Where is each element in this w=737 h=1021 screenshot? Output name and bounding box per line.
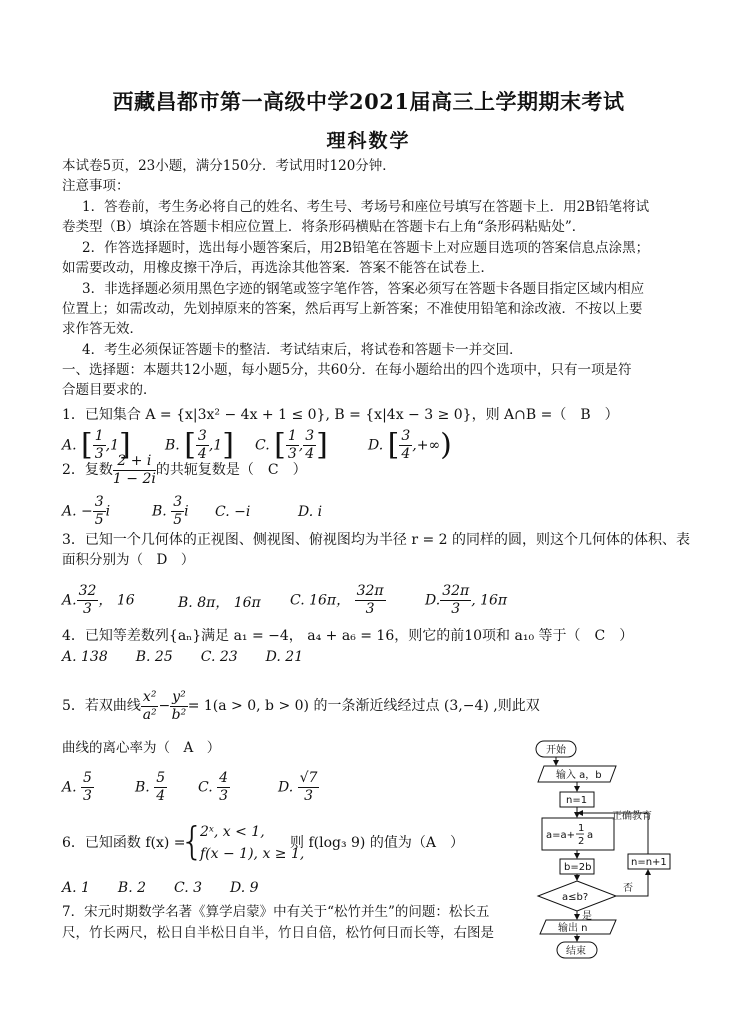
- q5-minus: −: [158, 698, 171, 714]
- q3-d-frac: [440, 583, 471, 618]
- q1-bracket: [: [184, 427, 196, 463]
- q6-post: 则 f(log₃ 9) 的值为（A ）: [290, 835, 464, 851]
- q1-bracket: [: [387, 427, 400, 463]
- q1-bracket: ]: [119, 427, 131, 463]
- frac-den: 3: [451, 601, 461, 617]
- q3-c-label: C. 16π，: [290, 592, 351, 609]
- flow-update-b-label: b=2b: [564, 862, 592, 873]
- q4-options: A. 138 B. 25 C. 23 D. 21: [62, 649, 304, 665]
- q2-option-d: D. i: [298, 504, 323, 520]
- notice-3c: 求作答无效．: [62, 321, 143, 337]
- q1-bracket: ]: [316, 427, 328, 463]
- q2-option-a: [62, 494, 110, 529]
- q2-a-frac: [93, 494, 106, 529]
- frac-den: 5: [94, 512, 104, 528]
- flow-update-a-num: 1: [578, 823, 585, 834]
- flow-decision-label: a≤b?: [562, 892, 589, 903]
- q3-line1: 3．已知一个几何体的正视图、侧视图、俯视图均为半径 r = 2 的同样的圆，则这个几何体的体积、表: [62, 532, 691, 548]
- q1-option-c-label: C.: [255, 437, 270, 454]
- q1-stem: 1．已知集合 A = {x|3x² − 4x + 1 ≤ 0}, B = {x|4x − 3 ≥ 0}，则 A∩B =（ B ）: [62, 407, 619, 423]
- frac-num: 4: [219, 770, 229, 786]
- flow-watermark: 正确教育: [612, 811, 652, 822]
- frac-num: 3: [305, 428, 315, 444]
- q3-a-frac: [77, 583, 99, 618]
- q5-pre: 5．若双曲线: [62, 698, 141, 714]
- q5-d-label: D.: [278, 779, 294, 796]
- frac-den: 3: [219, 788, 229, 804]
- frac-den: 4: [401, 446, 411, 462]
- q3-option-d: [425, 583, 507, 618]
- frac-den: b²: [171, 706, 187, 723]
- frac-den: 3: [365, 601, 375, 617]
- flow-input-label: 输入 a，b: [556, 770, 602, 781]
- q5-option-a: [62, 770, 94, 805]
- q3-d-tail: , 16π: [471, 592, 508, 609]
- q5-post: = 1(a > 0, b > 0) 的一条渐近线经过点 (3,−4) ,则此双: [187, 698, 540, 714]
- frac-den: 4: [156, 788, 166, 804]
- q6-stem: [62, 819, 522, 866]
- q1-b-tail: ,1: [208, 437, 223, 454]
- flow-no-label: 否: [623, 883, 633, 894]
- frac-num: 3: [94, 494, 104, 510]
- frac-num: √7: [299, 770, 318, 786]
- frac-den: 3: [304, 788, 314, 804]
- q5-frac-x: [141, 689, 159, 724]
- notice-heading: 注意事项：: [62, 178, 130, 194]
- exam-title: 西藏昌都市第一高级中学2021届高三上学期期末考试: [112, 89, 625, 114]
- notice-3b: 位置上；如需改动，先划掉原来的答案，然后再写上新答案；不准使用铅笔和涂改液．不按以上要: [62, 301, 643, 317]
- frac-den: 3: [94, 446, 104, 462]
- q1-c-comma: ,: [298, 437, 304, 454]
- q3-line2: 面积分别为（ D ）: [62, 552, 195, 568]
- q2-post: 的共轭复数是（ C ）: [155, 462, 307, 478]
- q6-pre: 6．已知函数 f(x) =: [62, 835, 186, 851]
- flow-increment-label: n=n+1: [631, 857, 667, 868]
- q3-a-tail: ， 16: [98, 592, 135, 609]
- q5-c-frac: [217, 770, 230, 805]
- frac-den: 4: [305, 446, 315, 462]
- q4-stem: 4．已知等差数列{aₙ}满足 a₁ = −4， a₄ + a₆ = 16，则它的前10项和 a₁₀ 等于（ C ）: [62, 628, 634, 644]
- q3-option-b: B. 8π， 16π: [178, 595, 261, 611]
- q5-stem: [62, 688, 674, 724]
- notice-3a: 3．非选择题必须用黑色字迹的钢笔或签字笔作答，答案必须写在答题卡各题目指定区域内相应: [82, 281, 645, 297]
- q1-d-tail: ,+∞: [412, 437, 441, 454]
- section-heading: 一、选择题：本题共12小题，每小题5分，共60分．在每小题给出的四个选项中，只有一项是符: [62, 362, 632, 378]
- exam-subject: 理科数学: [326, 130, 411, 152]
- frac-num: 1: [287, 428, 297, 444]
- intro-line: 本试卷5页，23小题，满分150分．考试用时120分钟．: [62, 158, 396, 174]
- frac-num: 32π: [442, 583, 470, 599]
- q5-option-d: [278, 770, 319, 805]
- frac-num: 2 + i: [113, 453, 156, 471]
- q2-b-i: i: [184, 503, 189, 520]
- q3-c-frac: [355, 583, 386, 618]
- q6-case1: 2ˣ, x < 1,: [200, 824, 265, 840]
- flowchart-svg: [530, 738, 695, 963]
- q5-b-frac: [154, 770, 167, 805]
- q5-d-frac: [298, 770, 320, 805]
- q2-a-label: A. −: [62, 503, 93, 520]
- frac-den: 5: [173, 512, 183, 528]
- q6-options: A. 1 B. 2 C. 3 D. 9: [62, 880, 259, 896]
- q5-a-label: A.: [62, 779, 77, 796]
- flow-yes-label: 是: [582, 911, 592, 922]
- q2-pre: 2．复数: [62, 462, 113, 478]
- q7-line1: 7．宋元时期数学名著《算学启蒙》中有关于“松竹并生”的问题：松长五: [62, 904, 490, 920]
- frac-num: 3: [401, 428, 411, 444]
- q1-option-a-label: A.: [62, 437, 77, 454]
- flowchart: [530, 738, 695, 963]
- q5-line2: 曲线的离心率为（ A ）: [62, 740, 221, 756]
- frac-num: 5: [83, 770, 92, 786]
- q2-option-c: C. −i: [215, 504, 251, 520]
- q1-bracket: [: [274, 427, 286, 463]
- q5-option-b: [135, 770, 167, 805]
- frac-num: 1: [94, 428, 104, 444]
- flow-init-label: n=1: [566, 795, 588, 806]
- frac-num: 5: [156, 770, 166, 786]
- q5-a-frac: [81, 770, 94, 805]
- q2-b-label: B.: [152, 503, 167, 520]
- q2-a-i: i: [105, 503, 111, 520]
- notice-1b: 卷类型（B）填涂在答题卡相应位置上．将条形码横贴在答题卡右上角“条形码粘贴处”．: [62, 219, 586, 235]
- section-heading-cont: 合题目要求的．: [62, 382, 157, 398]
- q6-brace: {: [180, 819, 205, 863]
- notice-2b: 如需要改动，用橡皮擦干净后，再选涂其他答案．答案不能答在试卷上．: [62, 260, 494, 276]
- q5-b-label: B.: [135, 779, 150, 796]
- frac-den: 4: [197, 446, 207, 462]
- q5-frac-y: [170, 689, 188, 724]
- frac-num: x²: [142, 688, 157, 705]
- frac-den: 3: [83, 788, 92, 804]
- q1-option-d-label: D.: [368, 437, 384, 454]
- q7-line2: 尺，竹长两尺，松日自半松日自半，竹日自倍，松竹何日而长等，右图是: [62, 925, 494, 941]
- q1-bracket: [: [81, 427, 93, 463]
- frac-den: 3: [287, 446, 297, 462]
- q2-stem: [62, 452, 674, 488]
- frac-num: 3: [197, 428, 207, 444]
- flow-output-label: 输出 n: [558, 923, 588, 934]
- q1-bracket: ): [440, 427, 452, 463]
- q3-a-label: A.: [62, 592, 77, 609]
- q5-c-label: C.: [198, 779, 213, 796]
- q6-case2: f(x − 1), x ≥ 1,: [200, 846, 305, 862]
- frac-num: y²: [172, 688, 186, 705]
- frac-den: 1 − 2i: [112, 470, 156, 487]
- flow-update-a-post: a: [587, 830, 594, 841]
- q1-bracket: ]: [222, 427, 234, 463]
- notice-2a: 2．作答选择题时，选出每小题答案后，用2B铅笔在答题卡上对应题目选项的答案信息点涂黑；: [82, 240, 650, 256]
- frac-num: 32: [78, 583, 97, 599]
- notice-1a: 1．答卷前，考生务必将自己的姓名、考生号、考场号和座位号填写在答题卡上．用2B铅笔将试: [82, 199, 650, 215]
- frac-num: 32π: [356, 583, 384, 599]
- q2-frac: [113, 453, 156, 488]
- q2-option-b: [152, 494, 189, 529]
- frac-den: a²: [142, 706, 157, 723]
- flow-start-label: 开始: [546, 745, 566, 756]
- notice-4: 4．考生必须保证答题卡的整洁．考试结束后，将试卷和答题卡一并交回．: [82, 342, 523, 358]
- frac-den: 3: [83, 601, 92, 617]
- flow-update-a-pre: a=a+: [546, 830, 576, 841]
- flow-end-label: 结束: [566, 946, 586, 957]
- q3-option-a: [62, 583, 135, 618]
- q5-option-c: [198, 770, 230, 805]
- q2-b-frac: [171, 494, 184, 529]
- flow-update-a-den: 2: [578, 836, 585, 847]
- q1-option-b-label: B.: [165, 437, 180, 454]
- frac-num: 3: [173, 494, 183, 510]
- q3-option-c: [290, 583, 386, 618]
- q1-a-tail: ,1: [105, 437, 120, 454]
- q3-d-label: D.: [425, 592, 441, 609]
